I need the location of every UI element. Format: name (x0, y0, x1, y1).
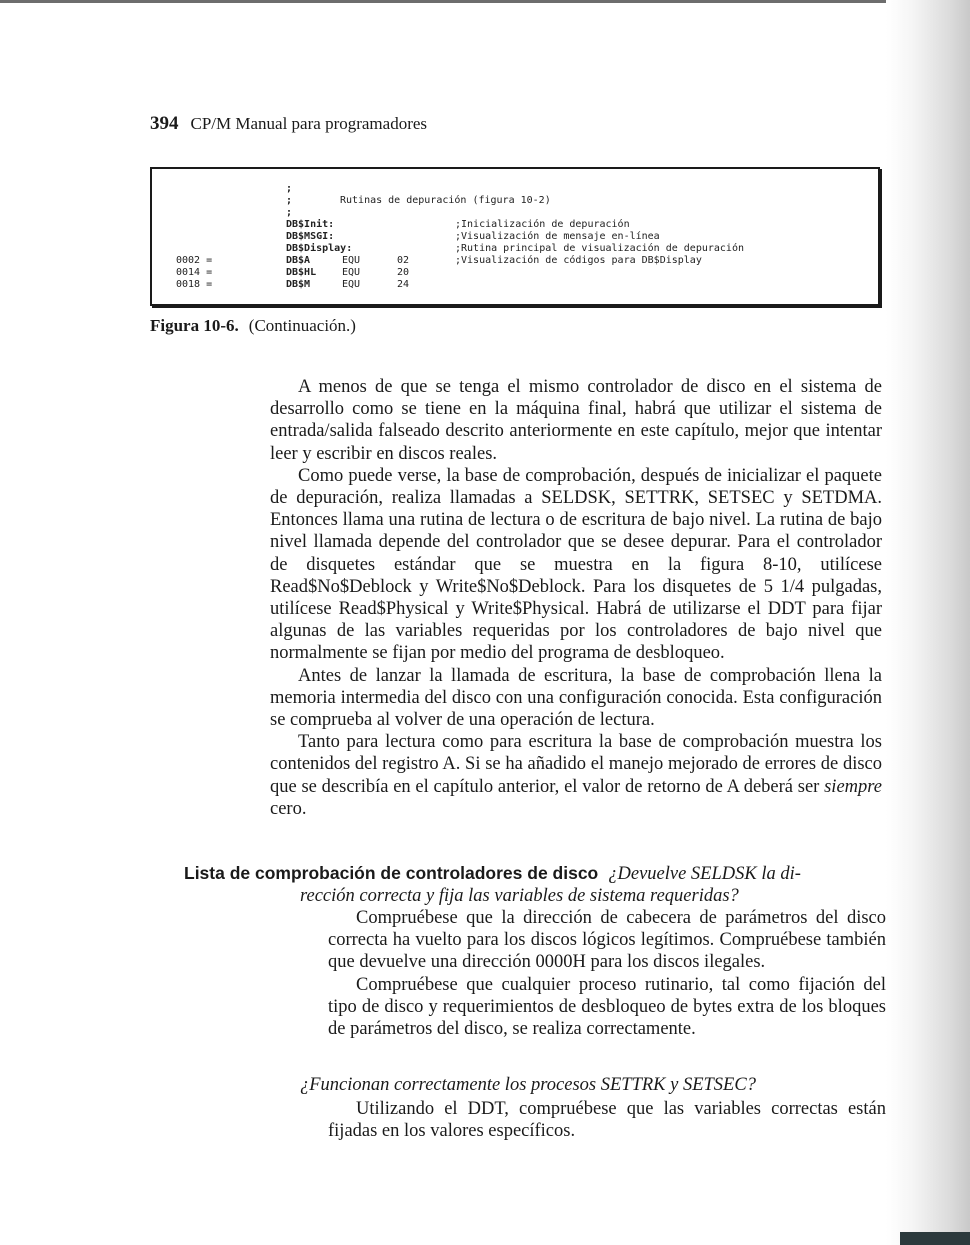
code-label: ; (286, 195, 293, 206)
paragraph (270, 731, 882, 820)
code-label: DB$HL (286, 267, 317, 278)
page-corner-shadow (900, 1232, 970, 1245)
code-line (152, 183, 293, 195)
paragraph-emphasis: siempre (824, 776, 882, 797)
checklist-heading: Lista de comprobación de controladores de disco (184, 863, 599, 883)
running-title: CP/M Manual para programadores (190, 114, 428, 133)
paragraph: Como puede verse, la base de comprobación, después de inicializar el paquete de depuración, realiza llamadas a SELDSK, SETTRK, SETSEC y SETDMA. Entonces llama una rutina de lectura o de escritura de bajo nivel. La rutina de bajo nivel llamada depende del controlador que se desee depurar. Para el controlador de disquetes estándar que se muestra en la figura 8-10, utilícese Read$No$Deblock y Write$No$Deblock. Para los disquetes de 5 1/4 pulgadas, utilícese Read$Physical y Write$Physical. Habrá de utilizarse el DDT para fijar algunas de las variables requeridas por los controladores de bajo nivel que normalmente se fijan por medio del programa de desbloqueo. (270, 465, 882, 664)
code-comment-title: Rutinas de depuración (figura 10-2) (340, 195, 551, 206)
code-comment: ;Rutina principal de visualización de depuración (455, 243, 744, 254)
answer-paragraph: Utilizando el DDT, compruébese que las variables correctas están fijadas en los valores específicos. (328, 1099, 886, 1142)
code-label: DB$Init: (286, 219, 335, 230)
running-header (150, 113, 427, 135)
code-value: 24 (397, 279, 410, 290)
code-label: DB$MSGI: (286, 231, 335, 242)
checklist-section (184, 862, 886, 907)
answer-paragraph: Compruébese que cualquier proceso rutinario, tal como fijación del tipo de disco y requerimientos de desbloqueo de bytes extra de los bloques de parámetros del disco, se realiza correctamente. (328, 974, 886, 1040)
body-text (270, 376, 882, 820)
page-binding-shadow (886, 0, 970, 1245)
code-address: 0014 = (176, 267, 213, 278)
page-number: 394 (150, 113, 179, 134)
code-value: 02 (397, 255, 410, 266)
checklist-answer (328, 1098, 886, 1142)
code-opcode: EQU (342, 279, 361, 290)
checklist-question: ¿Devuelve SELDSK la di- (608, 864, 801, 884)
code-comment: ;Inicialización de depuración (455, 219, 630, 230)
code-line (152, 219, 630, 231)
code-line (152, 207, 293, 219)
code-label: ; (286, 183, 293, 194)
code-label: DB$A (286, 255, 311, 266)
code-line (152, 267, 410, 279)
checklist-answer (328, 907, 886, 1040)
page-top-edge (0, 0, 970, 3)
code-label: DB$Display: (286, 243, 353, 254)
code-address: 0018 = (176, 279, 213, 290)
code-comment: ;Visualización de mensaje en-línea (455, 231, 660, 242)
code-opcode: EQU (342, 255, 361, 266)
code-value: 20 (397, 267, 410, 278)
code-line (152, 255, 702, 267)
code-label: DB$M (286, 279, 311, 290)
figure-caption (150, 316, 356, 336)
figure-caption-text: (Continuación.) (248, 316, 356, 335)
code-line (152, 243, 744, 255)
code-line (152, 231, 660, 243)
paragraph-text: cero. (270, 798, 307, 819)
paragraph: A menos de que se tenga el mismo controlador de disco en el sistema de desarrollo como se tiene en la máquina final, habrá que utilizar el sistema de entrada/salida falseado descrito anteriormente en este capítulo, mejor que intentar leer y escribir en discos reales. (270, 377, 882, 464)
answer-paragraph: Compruébese que la dirección de cabecera de parámetros del disco correcta ha vuelto para los discos lógicos legítimos. Compruébese también que devuelve una dirección 0000H para los discos ilegales. (328, 908, 886, 973)
figure-caption-label: Figura 10-6. (150, 316, 239, 335)
code-label: ; (286, 207, 293, 218)
paragraph-text: Tanto para lectura como para escritura la base de comprobación muestra los contenidos del registro A. Si se ha añadido el manejo mejorado de errores de disco que se describía en el capítulo anterior, el valor de retorno de A deberá ser (270, 732, 882, 797)
paragraph: Antes de lanzar la llamada de escritura, la base de comprobación llena la memoria intermedia del disco con una configuración conocida. Esta configuración se comprueba al volver de una operación de lectura. (270, 665, 882, 731)
code-opcode: EQU (342, 267, 361, 278)
code-line (152, 279, 410, 291)
code-line (152, 195, 551, 207)
code-address: 0002 = (176, 255, 213, 266)
checklist-question: ¿Funcionan correctamente los procesos SETTRK y SETSEC? (300, 1075, 756, 1095)
code-comment: ;Visualización de códigos para DB$Display (455, 255, 702, 266)
code-listing-box (150, 167, 880, 306)
checklist-question-continued: rección correcta y fija las variables de sistema requeridas? (300, 886, 739, 907)
